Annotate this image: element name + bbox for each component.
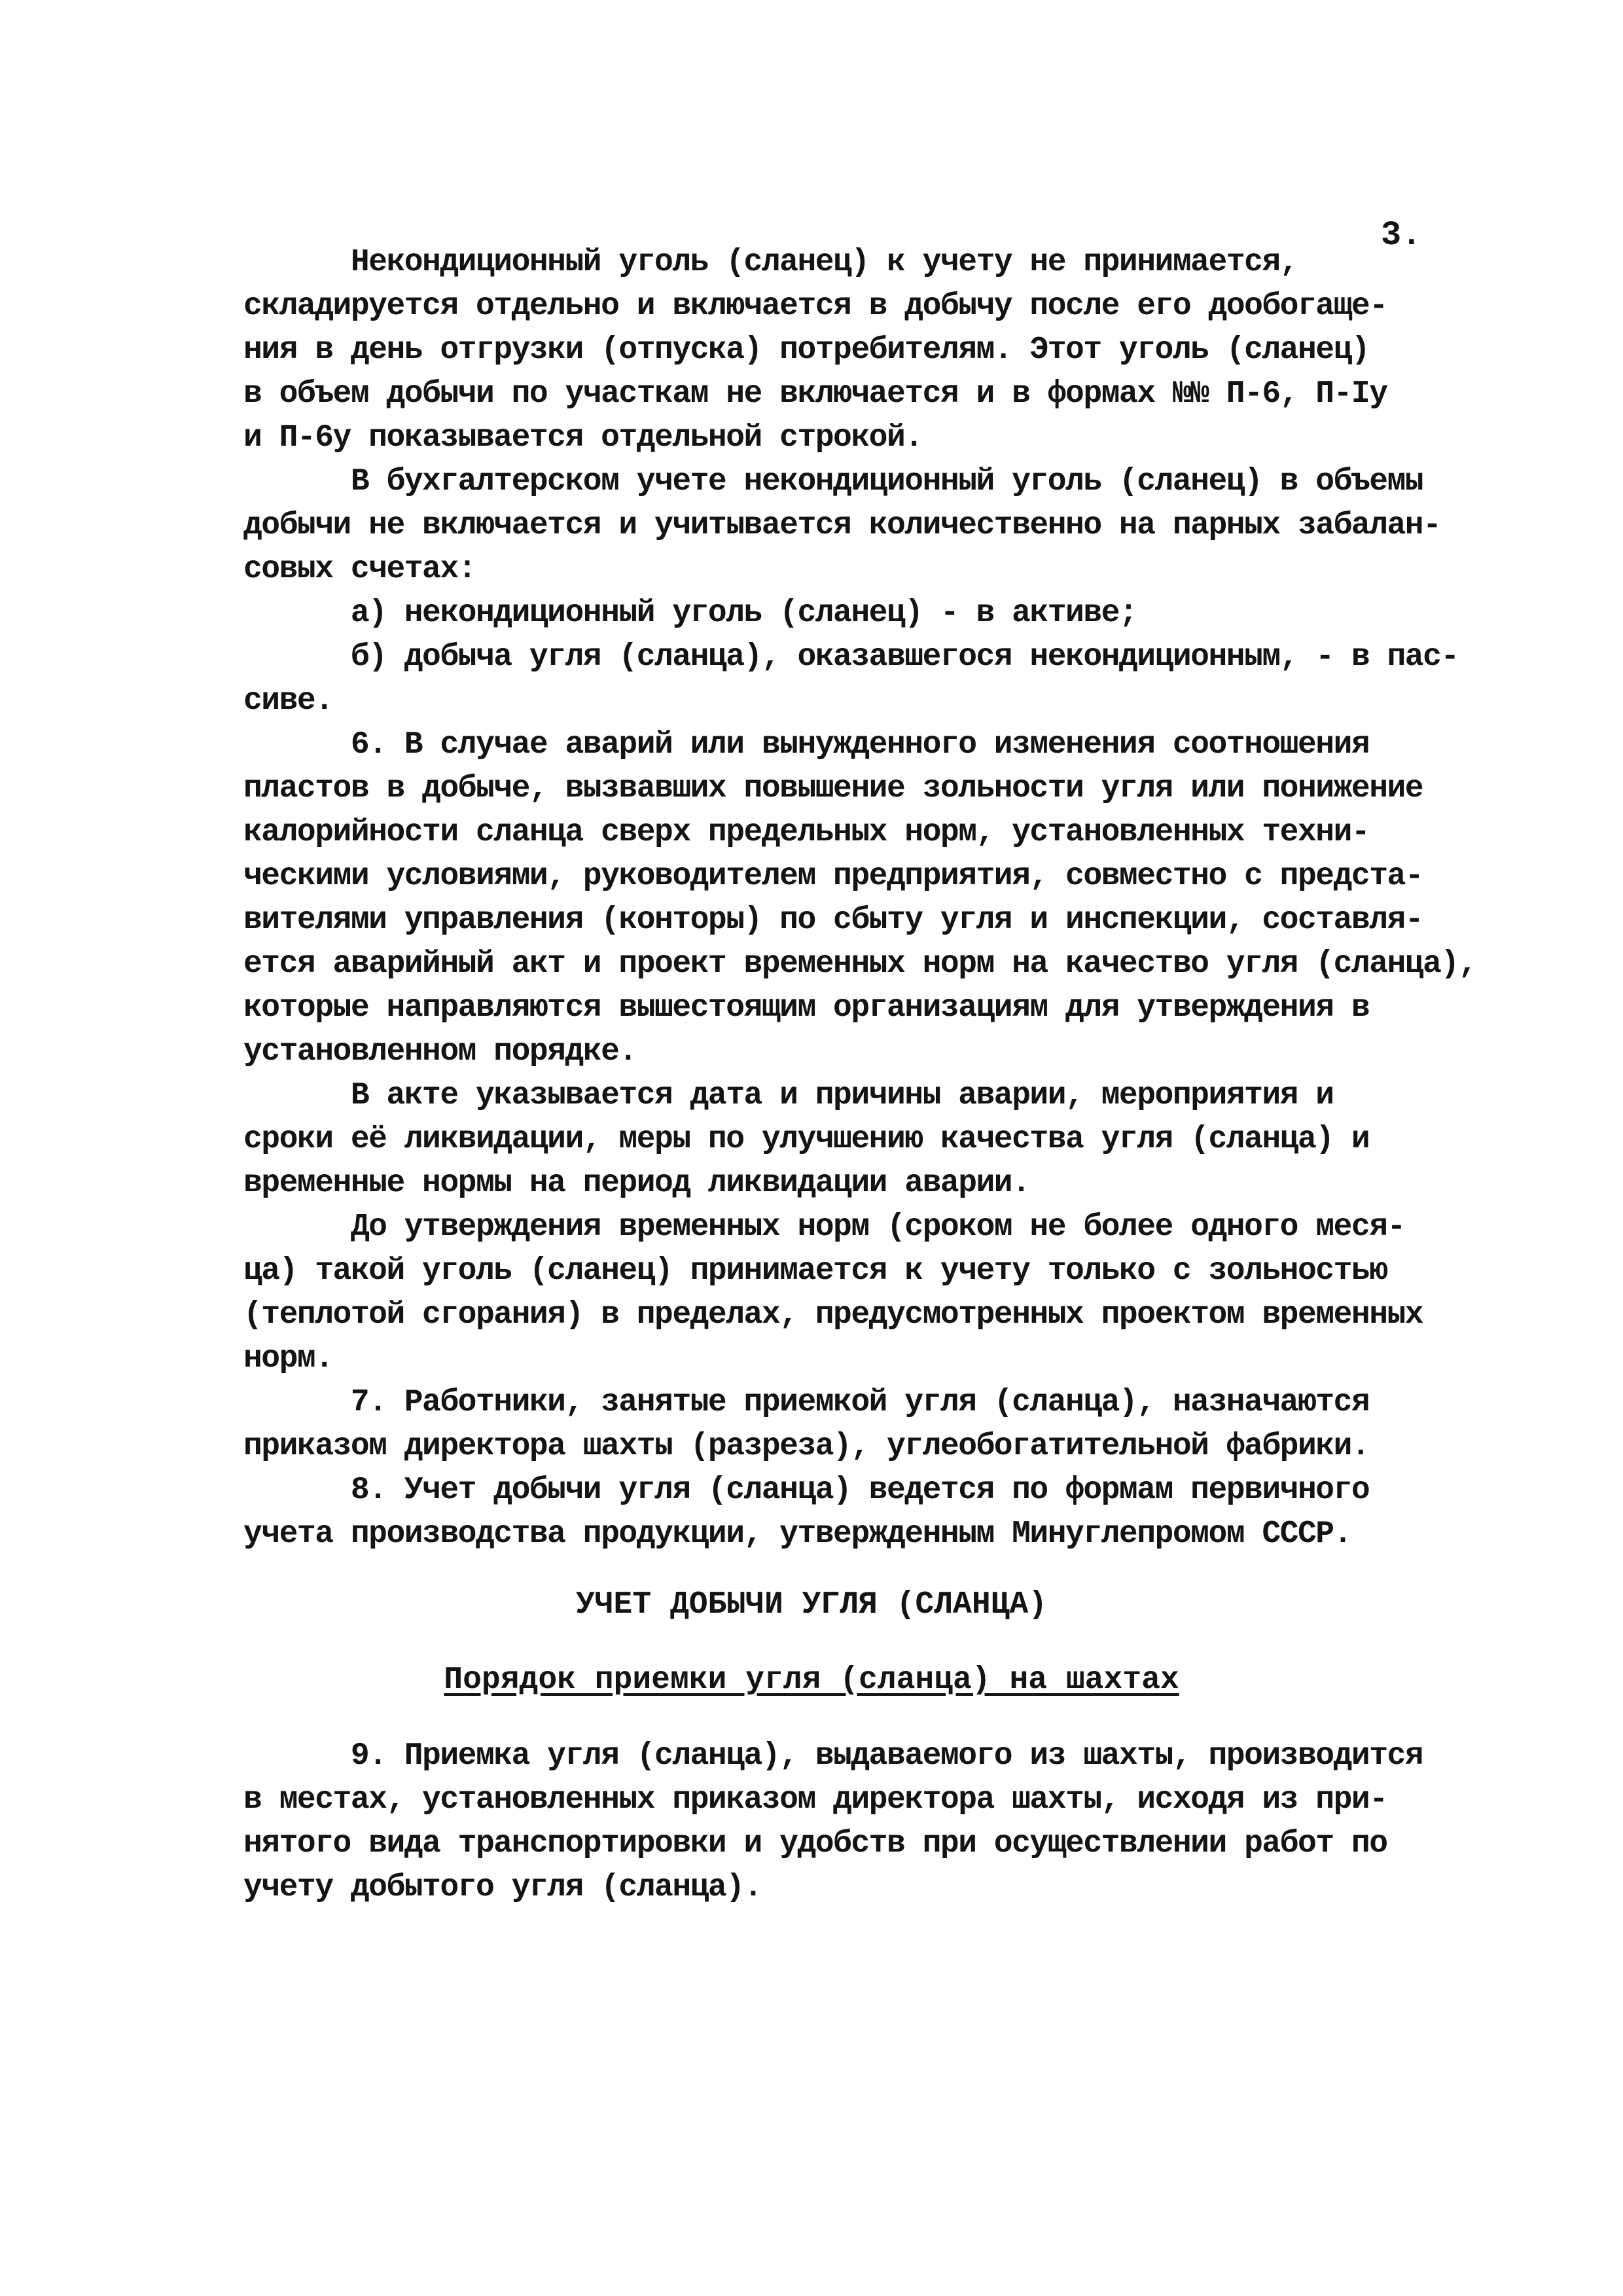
text-line: 9. Приемка угля (сланца), выдаваемого из шахты, производится: [243, 1738, 1423, 1774]
text-line: в объем добычи по участкам не включается и в формах №№ П-6, П-Iу: [243, 376, 1387, 412]
text-line: (теплотой сгорания) в пределах, предусмотренных проектом временных: [243, 1297, 1423, 1333]
section-heading: УЧЕТ ДОБЫЧИ УГЛЯ (СЛАНЦА): [575, 1587, 1048, 1623]
page-number: 3.: [1381, 216, 1422, 255]
text-line: Некондиционный уголь (сланец) к учету не принимается,: [243, 245, 1298, 280]
text-line: складируется отдельно и включается в добычу после его дообогаще-: [243, 289, 1387, 324]
text-line: В бухгалтерском учете некондиционный уголь (сланец) в объемы: [243, 464, 1423, 499]
text-line: в местах, установленных приказом директора шахты, исходя из при-: [243, 1782, 1387, 1818]
text-line: До утверждения временных норм (сроком не более одного меся-: [243, 1210, 1405, 1245]
text-line: ния в день отгрузки (отпуска) потребителям. Этот уголь (сланец): [243, 332, 1370, 368]
text-line: ческими условиями, руководителем предприятия, совместно с предста-: [243, 859, 1423, 894]
text-line: которые направляются вышестоящим организациям для утверждения в: [243, 990, 1370, 1026]
text-line: В акте указывается дата и причины аварии, мероприятия и: [243, 1078, 1334, 1113]
section-subheading: Порядок приемки угля (сланца) на шахтах: [444, 1662, 1179, 1698]
text-line: временные нормы на период ликвидации аварии.: [243, 1166, 1030, 1201]
text-line: совых счетах:: [243, 552, 476, 587]
text-line: и П-6у показывается отдельной строкой.: [243, 420, 923, 456]
text-line: 6. В случае аварий или вынужденного изменения соотношения: [243, 727, 1370, 762]
text-line: установленном порядке.: [243, 1034, 637, 1069]
text-line: норм.: [243, 1341, 333, 1376]
text-line: учета производства продукции, утвержденным Минуглепромом СССР.: [243, 1516, 1351, 1552]
text-line: добычи не включается и учитывается количественно на парных забалан-: [243, 508, 1441, 543]
text-line: ца) такой уголь (сланец) принимается к учету только с зольностью: [243, 1253, 1387, 1289]
text-line: приказом директора шахты (разреза), углеобогатительной фабрики.: [243, 1429, 1370, 1464]
text-line: сиве.: [243, 683, 333, 719]
text-line: а) некондиционный уголь (сланец) - в активе;: [243, 596, 1137, 631]
body-text-block-1: [243, 241, 1477, 1556]
text-line: калорийности сланца сверх предельных норм, установленных техни-: [243, 815, 1370, 850]
text-line: ется аварийный акт и проект временных норм на качество угля (сланца),: [243, 946, 1477, 982]
text-line: вителями управления (конторы) по сбыту угля и инспекции, составля-: [243, 903, 1423, 938]
text-line: 7. Работники, занятые приемкой угля (сланца), назначаются: [243, 1385, 1370, 1420]
text-line: учету добытого угля (сланца).: [243, 1870, 762, 1905]
text-line: б) добыча угля (сланца), оказавшегося некондиционным, - в пас-: [243, 639, 1459, 675]
body-text-block-2: [243, 1734, 1461, 1910]
text-line: 8. Учет добычи угля (сланца) ведется по формам первичного: [243, 1473, 1370, 1508]
text-line: пластов в добыче, вызвавших повышение зольности угля или понижение: [243, 771, 1423, 806]
text-line: сроки её ликвидации, меры по улучшению качества угля (сланца) и: [243, 1122, 1370, 1157]
text-line: нятого вида транспортировки и удобств при осуществлении работ по: [243, 1826, 1387, 1861]
